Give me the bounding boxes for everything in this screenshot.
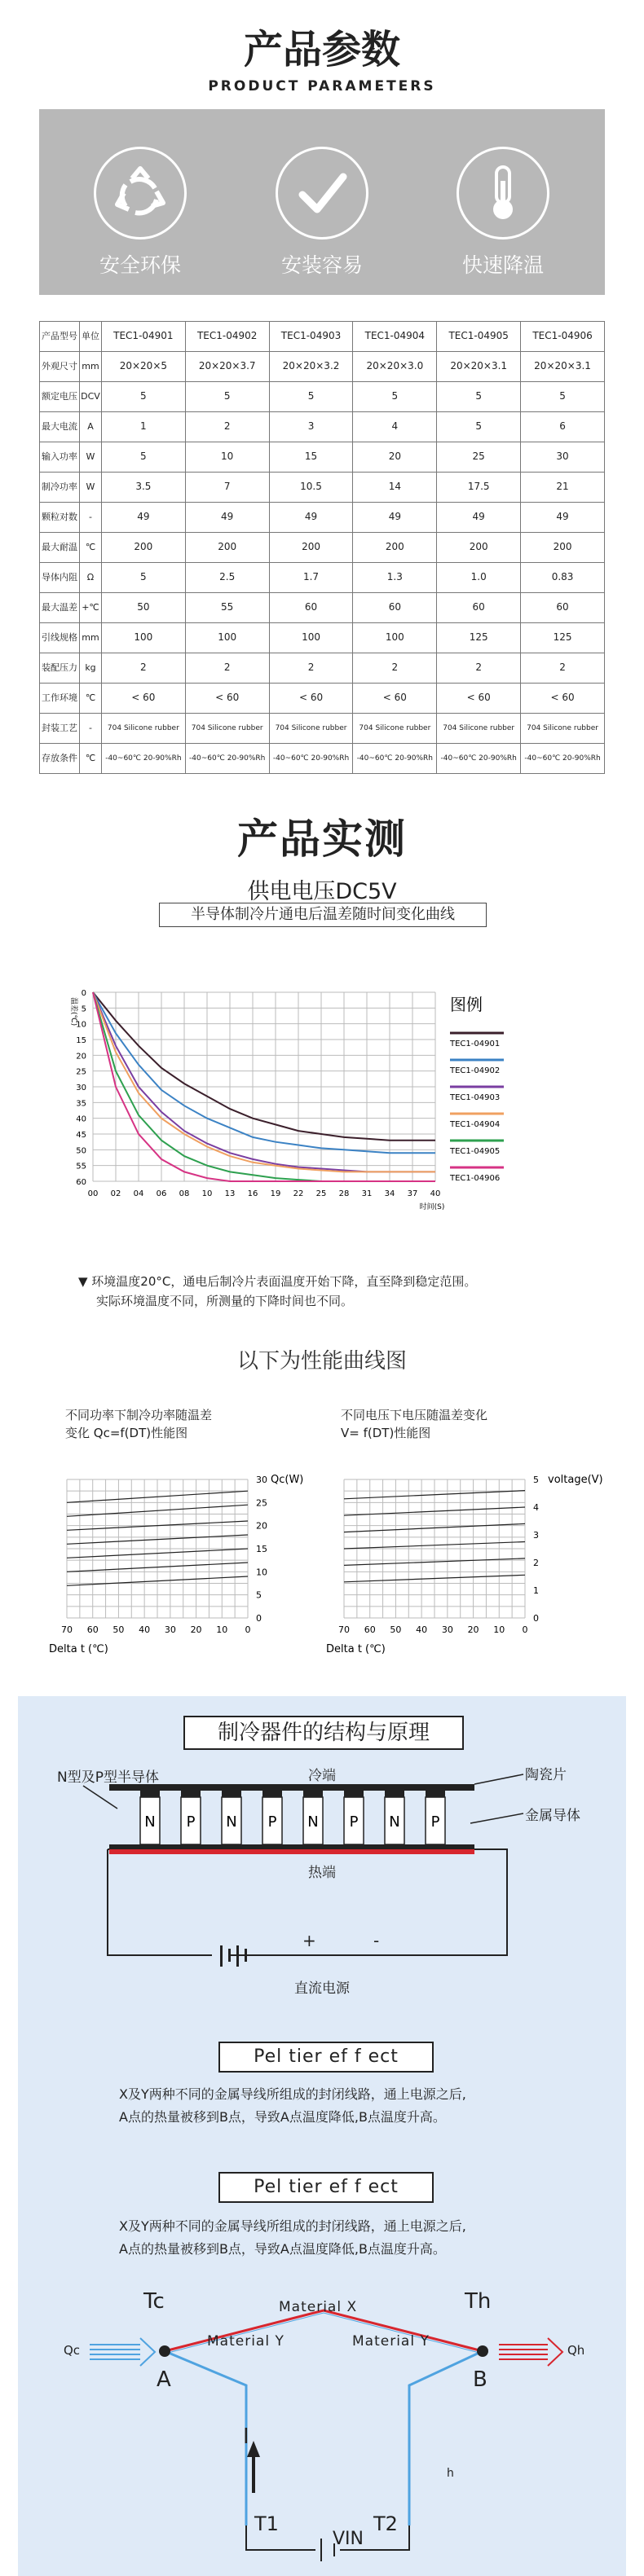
table-cell: 704 Silicone rubber (185, 714, 269, 744)
table-cell: 输入功率 (40, 442, 80, 473)
table-cell: 125 (437, 623, 521, 653)
y-tick-label: 30 (256, 1475, 267, 1485)
x-tick-label: 60 (86, 1624, 99, 1635)
header-cell: TEC1-04906 (521, 322, 605, 352)
series-line (93, 992, 435, 1172)
legend-label: TEC1-04903 (450, 1093, 501, 1102)
x-tick-label: 25 (315, 1189, 327, 1198)
metal-conductor (140, 1791, 160, 1797)
y-tick-label: 1 (533, 1585, 539, 1596)
table-cell: 60 (437, 593, 521, 623)
leg-label: P (430, 1813, 440, 1831)
table-row (40, 533, 605, 563)
table-cell: 2.5 (185, 563, 269, 593)
header-cell: 产品型号 (40, 322, 80, 352)
test-subtitle: 供电电压DC5V (247, 879, 397, 904)
material-y-left: Material Y (207, 2333, 285, 2350)
table-row (40, 593, 605, 623)
x-tick-label: 06 (156, 1189, 167, 1198)
table-cell: 200 (185, 533, 269, 563)
leg-label: N (307, 1813, 319, 1831)
table-cell: 1.0 (437, 563, 521, 593)
hot-end-label: 热端 (308, 1865, 336, 1881)
x-tick-label: 08 (179, 1189, 190, 1198)
table-cell: 最大温差 (40, 593, 80, 623)
table-cell: 1.7 (269, 563, 353, 593)
table-row (40, 744, 605, 774)
table-cell: 封装工艺 (40, 714, 80, 744)
x-tick-label: 31 (361, 1189, 373, 1198)
y-tick-label: 5 (533, 1475, 539, 1485)
ceramic-label: 陶瓷片 (525, 1767, 567, 1783)
header-cell: TEC1-04901 (101, 322, 185, 352)
peltier-text-2a: X及Y两种不同的金属导线所组成的封闭线路，通上电源之后, (119, 2218, 466, 2234)
table-cell: ℃ (80, 744, 102, 774)
x-tick-label: 70 (338, 1624, 350, 1635)
leg-label: N (389, 1813, 400, 1831)
header-cell: TEC1-04904 (353, 322, 437, 352)
structure-title: 制冷器件的结构与原理 (183, 1716, 464, 1750)
peltier-text-1a: X及Y两种不同的金属导线所组成的封闭线路，通上电源之后, (119, 2086, 466, 2102)
peltier-text-1b: A点的热量被移到B点，导致A点温度降低,B点温度升高。 (119, 2109, 446, 2125)
table-cell: ℃ (80, 533, 102, 563)
legend-label: TEC1-04905 (450, 1147, 501, 1156)
y-tick-label: 3 (533, 1530, 539, 1541)
table-cell: mm (80, 623, 102, 653)
y-tick-label: 10 (76, 1020, 86, 1030)
x-tick-label: 30 (441, 1624, 453, 1635)
metal-conductor (303, 1791, 323, 1797)
leg-label: P (267, 1813, 277, 1831)
table-cell: 0.83 (521, 563, 605, 593)
table-cell: 5 (185, 382, 269, 412)
table-cell: 200 (521, 533, 605, 563)
x-tick-label: 02 (110, 1189, 121, 1198)
table-cell: 704 Silicone rubber (353, 714, 437, 744)
table-cell: 5 (101, 442, 185, 473)
table-cell: 200 (353, 533, 437, 563)
table-cell: 2 (101, 653, 185, 684)
table-row (40, 473, 605, 503)
leg-label: P (186, 1813, 196, 1831)
qc-label: Qc (64, 2343, 81, 2358)
cooling-curve-chart (64, 969, 585, 1238)
table-cell: < 60 (437, 684, 521, 714)
y-tick-label: 25 (256, 1497, 267, 1509)
h-label: h (447, 2467, 454, 2480)
table-cell: 49 (353, 503, 437, 533)
header-cell: TEC1-04903 (269, 322, 353, 352)
table-cell: 制冷功率 (40, 473, 80, 503)
table-cell: 21 (521, 473, 605, 503)
legend-label: TEC1-04902 (450, 1066, 501, 1075)
table-cell: - (80, 503, 102, 533)
metal-conductor (181, 1791, 201, 1797)
x-tick-label: 50 (112, 1624, 125, 1635)
table-cell: -40~60℃ 20-90%Rh (185, 744, 269, 774)
table-cell: 49 (101, 503, 185, 533)
table-cell: 60 (353, 593, 437, 623)
table-cell: 15 (269, 442, 353, 473)
minus-sign: - (373, 1931, 380, 1950)
feature-label: 安全环保 (99, 253, 181, 277)
perf-title: 以下为性能曲线图 (236, 1349, 407, 1374)
y-tick-label: 20 (256, 1520, 267, 1532)
table-cell: Ω (80, 563, 102, 593)
y-tick-label: 50 (76, 1146, 86, 1156)
metal-conductor (426, 1791, 445, 1797)
table-cell: 额定电压 (40, 382, 80, 412)
y-axis-label: Qc(W) (271, 1474, 304, 1486)
y-tick-label: 35 (76, 1099, 86, 1109)
table-cell: 20 (353, 442, 437, 473)
x-tick-label: 0 (245, 1624, 251, 1635)
feature-label: 安装容易 (280, 253, 363, 277)
table-cell: 工作环境 (40, 684, 80, 714)
header-cell: TEC1-04902 (185, 322, 269, 352)
table-cell: -40~60℃ 20-90%Rh (353, 744, 437, 774)
feature-label: 快速降温 (461, 253, 544, 277)
feature-safe (91, 147, 189, 279)
table-row (40, 503, 605, 533)
table-cell: < 60 (185, 684, 269, 714)
table-row (40, 653, 605, 684)
vin-label: VIN (333, 2529, 364, 2549)
tc-label: Tc (143, 2289, 165, 2314)
y-tick-label: 15 (256, 1544, 267, 1554)
test-note-2: 实际环境温度不同，所测量的下降时间也不同。 (96, 1294, 354, 1308)
legend-label: TEC1-04901 (450, 1040, 501, 1048)
x-tick-label: 40 (139, 1624, 151, 1635)
x-tick-label: 30 (164, 1624, 176, 1635)
metal-conductor (262, 1791, 282, 1797)
x-tick-label: 60 (364, 1624, 376, 1635)
table-cell: 2 (521, 653, 605, 684)
feature-banner (39, 109, 605, 295)
table-cell: 5 (437, 412, 521, 442)
table-cell: 704 Silicone rubber (521, 714, 605, 744)
feature-cooling (454, 147, 552, 279)
header-cell: 单位 (80, 322, 102, 352)
table-cell: 49 (521, 503, 605, 533)
table-cell: 50 (101, 593, 185, 623)
y-tick-label: 5 (256, 1589, 262, 1601)
series-line (93, 992, 435, 1153)
y-tick-label: 25 (76, 1067, 86, 1077)
legend-label: TEC1-04906 (450, 1174, 501, 1183)
table-cell: 704 Silicone rubber (269, 714, 353, 744)
table-cell: 20×20×3.1 (521, 352, 605, 382)
x-tick-label: 22 (293, 1189, 304, 1198)
chart1-title-2: 变化 Qc=f(DT)性能图 (65, 1426, 188, 1440)
y-tick-label: 20 (76, 1052, 86, 1062)
chart1-title-1: 不同功率下制冷功率随温差 (65, 1408, 213, 1422)
leg-label: N (226, 1813, 237, 1831)
chart2-title-1: 不同电压下电压随温差变化 (341, 1408, 488, 1422)
table-cell: 704 Silicone rubber (437, 714, 521, 744)
x-tick-label: 20 (190, 1624, 202, 1635)
table-cell: 5 (521, 382, 605, 412)
table-row (40, 442, 605, 473)
leg-label: P (349, 1813, 359, 1831)
y-tick-label: 0 (256, 1613, 262, 1624)
x-tick-label: 00 (87, 1189, 99, 1198)
metal-label: 金属导体 (525, 1808, 580, 1824)
y-tick-label: 10 (256, 1567, 267, 1578)
table-row (40, 412, 605, 442)
x-tick-label: 13 (224, 1189, 236, 1198)
y-axis-label: 温差(℃) (69, 997, 77, 1026)
y-tick-label: 2 (533, 1558, 539, 1568)
header-cell: TEC1-04905 (437, 322, 521, 352)
table-cell: 4 (353, 412, 437, 442)
x-tick-label: 70 (61, 1624, 73, 1635)
x-tick-label: 10 (201, 1189, 213, 1198)
table-row (40, 623, 605, 653)
table-cell: 60 (521, 593, 605, 623)
table-cell: 1 (101, 412, 185, 442)
y-tick-label: 15 (76, 1036, 86, 1045)
table-cell: < 60 (269, 684, 353, 714)
power-label: 直流电源 (294, 1980, 350, 1997)
table-cell: 存放条件 (40, 744, 80, 774)
table-cell: 20×20×3.7 (185, 352, 269, 382)
metal-conductor (385, 1791, 404, 1797)
x-tick-label: 10 (216, 1624, 228, 1635)
chart2-title-2: V= f(DT)性能图 (341, 1426, 431, 1440)
leg-label: N (144, 1813, 156, 1831)
table-cell: 704 Silicone rubber (101, 714, 185, 744)
table-cell: W (80, 473, 102, 503)
y-tick-label: 45 (76, 1131, 86, 1140)
material-x-label: Material X (279, 2299, 358, 2315)
x-tick-label: 40 (416, 1624, 428, 1635)
feature-install (273, 147, 371, 279)
table-cell: 100 (269, 623, 353, 653)
table-cell: ℃ (80, 684, 102, 714)
table-cell: -40~60℃ 20-90%Rh (269, 744, 353, 774)
table-cell: 100 (353, 623, 437, 653)
peltier-title-2: Pel tier ef f ect (218, 2172, 434, 2203)
table-cell: 5 (269, 382, 353, 412)
table-cell: 200 (101, 533, 185, 563)
x-tick-label: 34 (384, 1189, 395, 1198)
table-cell: 7 (185, 473, 269, 503)
table-cell: 导体内阻 (40, 563, 80, 593)
y-tick-label: 55 (76, 1162, 86, 1172)
point-a-label: A (157, 2367, 171, 2392)
x-tick-label: 40 (430, 1189, 441, 1198)
table-cell: 55 (185, 593, 269, 623)
test-note-1: ▼ 环境温度20°C，通电后制冷片表面温度开始下降，直至降到稳定范围。 (78, 1274, 477, 1289)
table-cell: 49 (185, 503, 269, 533)
table-cell: 5 (101, 382, 185, 412)
x-tick-label: 37 (407, 1189, 418, 1198)
table-cell: 最大电流 (40, 412, 80, 442)
metal-conductor (222, 1791, 241, 1797)
table-cell: 10 (185, 442, 269, 473)
table-cell: 100 (101, 623, 185, 653)
test-title: 产品实测 (237, 815, 407, 863)
peltier-title-1: Pel tier ef f ect (218, 2042, 434, 2073)
table-cell: 5 (101, 563, 185, 593)
qc-performance-chart (49, 1458, 310, 1670)
y-tick-label: 30 (76, 1084, 86, 1092)
table-cell: 装配压力 (40, 653, 80, 684)
voltage-performance-chart (326, 1458, 603, 1670)
legend-title: 图例 (450, 995, 483, 1014)
table-cell: -40~60℃ 20-90%Rh (521, 744, 605, 774)
metal-conductor (344, 1791, 364, 1797)
table-cell: 2 (185, 653, 269, 684)
table-cell: 2 (185, 412, 269, 442)
x-tick-label: 0 (522, 1624, 528, 1635)
x-tick-label: 10 (493, 1624, 505, 1635)
cold-end-label: 冷端 (308, 1768, 336, 1784)
y-axis-label: voltage(V) (548, 1474, 603, 1486)
table-cell: 6 (521, 412, 605, 442)
y-tick-label: 0 (533, 1613, 539, 1624)
table-cell: -40~60℃ 20-90%Rh (101, 744, 185, 774)
table-row (40, 684, 605, 714)
chart-caption: 半导体制冷片通电后温差随时间变化曲线 (159, 903, 487, 927)
table-cell: 100 (185, 623, 269, 653)
table-cell: 5 (437, 382, 521, 412)
material-y-right: Material Y (352, 2333, 430, 2350)
table-row (40, 352, 605, 382)
table-row (40, 563, 605, 593)
page-title: 产品参数 (243, 27, 400, 73)
table-row (40, 382, 605, 412)
y-tick-label: 5 (81, 1004, 86, 1014)
page-subtitle: PRODUCT PARAMETERS (208, 78, 436, 95)
table-cell: A (80, 412, 102, 442)
table-cell: - (80, 714, 102, 744)
table-cell: 14 (353, 473, 437, 503)
x-tick-label: 28 (338, 1189, 350, 1198)
table-cell: 20×20×3.0 (353, 352, 437, 382)
x-tick-label: 20 (467, 1624, 479, 1635)
table-cell: 3 (269, 412, 353, 442)
x-axis-label: Delta t (℃) (326, 1643, 386, 1655)
thermometer-icon (457, 147, 549, 240)
check-icon (276, 147, 368, 240)
table-cell: 最大耐温 (40, 533, 80, 563)
qh-label: Qh (567, 2343, 585, 2358)
x-tick-label: 19 (270, 1189, 281, 1198)
table-cell: < 60 (521, 684, 605, 714)
y-tick-label: 40 (76, 1114, 86, 1124)
table-cell: W (80, 442, 102, 473)
table-cell: kg (80, 653, 102, 684)
table-cell: 1.3 (353, 563, 437, 593)
table-cell: -40~60℃ 20-90%Rh (437, 744, 521, 774)
spec-table (39, 321, 605, 774)
table-cell: 25 (437, 442, 521, 473)
table-cell: 17.5 (437, 473, 521, 503)
table-cell: 125 (521, 623, 605, 653)
table-cell: 60 (269, 593, 353, 623)
table-cell: 2 (437, 653, 521, 684)
table-cell: 20×20×5 (101, 352, 185, 382)
table-cell: < 60 (353, 684, 437, 714)
table-cell: 3.5 (101, 473, 185, 503)
y-tick-label: 0 (81, 989, 86, 998)
x-tick-label: 16 (247, 1189, 258, 1198)
x-tick-label: 50 (390, 1624, 402, 1635)
peltier-text-2b: A点的热量被移到B点，导致A点温度降低,B点温度升高。 (119, 2241, 446, 2257)
legend-label: TEC1-04904 (450, 1120, 501, 1129)
series-line (93, 992, 435, 1172)
t2-label: T2 (373, 2512, 398, 2535)
table-cell: 20×20×3.2 (269, 352, 353, 382)
t1-label: T1 (254, 2512, 279, 2535)
th-label: Th (465, 2289, 492, 2314)
table-cell: 引线规格 (40, 623, 80, 653)
current-label: I (243, 2424, 249, 2449)
np-label: N型及P型半导体 (57, 1769, 159, 1786)
y-tick-label: 4 (533, 1502, 539, 1513)
peltier-circuit-diagram (18, 2281, 626, 2576)
table-cell: 30 (521, 442, 605, 473)
table-cell: 2 (353, 653, 437, 684)
table-cell: 49 (437, 503, 521, 533)
plus-sign: + (302, 1931, 316, 1950)
table-cell: +℃ (80, 593, 102, 623)
table-cell: 200 (269, 533, 353, 563)
point-b-label: B (473, 2367, 487, 2392)
recycle-icon (94, 147, 187, 240)
table-cell: < 60 (101, 684, 185, 714)
table-cell: mm (80, 352, 102, 382)
table-cell: 10.5 (269, 473, 353, 503)
x-tick-label: 04 (133, 1189, 144, 1198)
y-tick-label: 60 (76, 1178, 86, 1187)
table-cell: 5 (353, 382, 437, 412)
table-cell: 外观尺寸 (40, 352, 80, 382)
table-cell: 2 (269, 653, 353, 684)
table-cell: DCV (80, 382, 102, 412)
table-header-row (40, 322, 605, 352)
table-cell: 20×20×3.1 (437, 352, 521, 382)
table-cell: 颗粒对数 (40, 503, 80, 533)
table-cell: 200 (437, 533, 521, 563)
table-row (40, 714, 605, 744)
table-cell: 49 (269, 503, 353, 533)
x-axis-label: 时间(S) (419, 1203, 445, 1211)
x-axis-label: Delta t (℃) (49, 1643, 108, 1655)
